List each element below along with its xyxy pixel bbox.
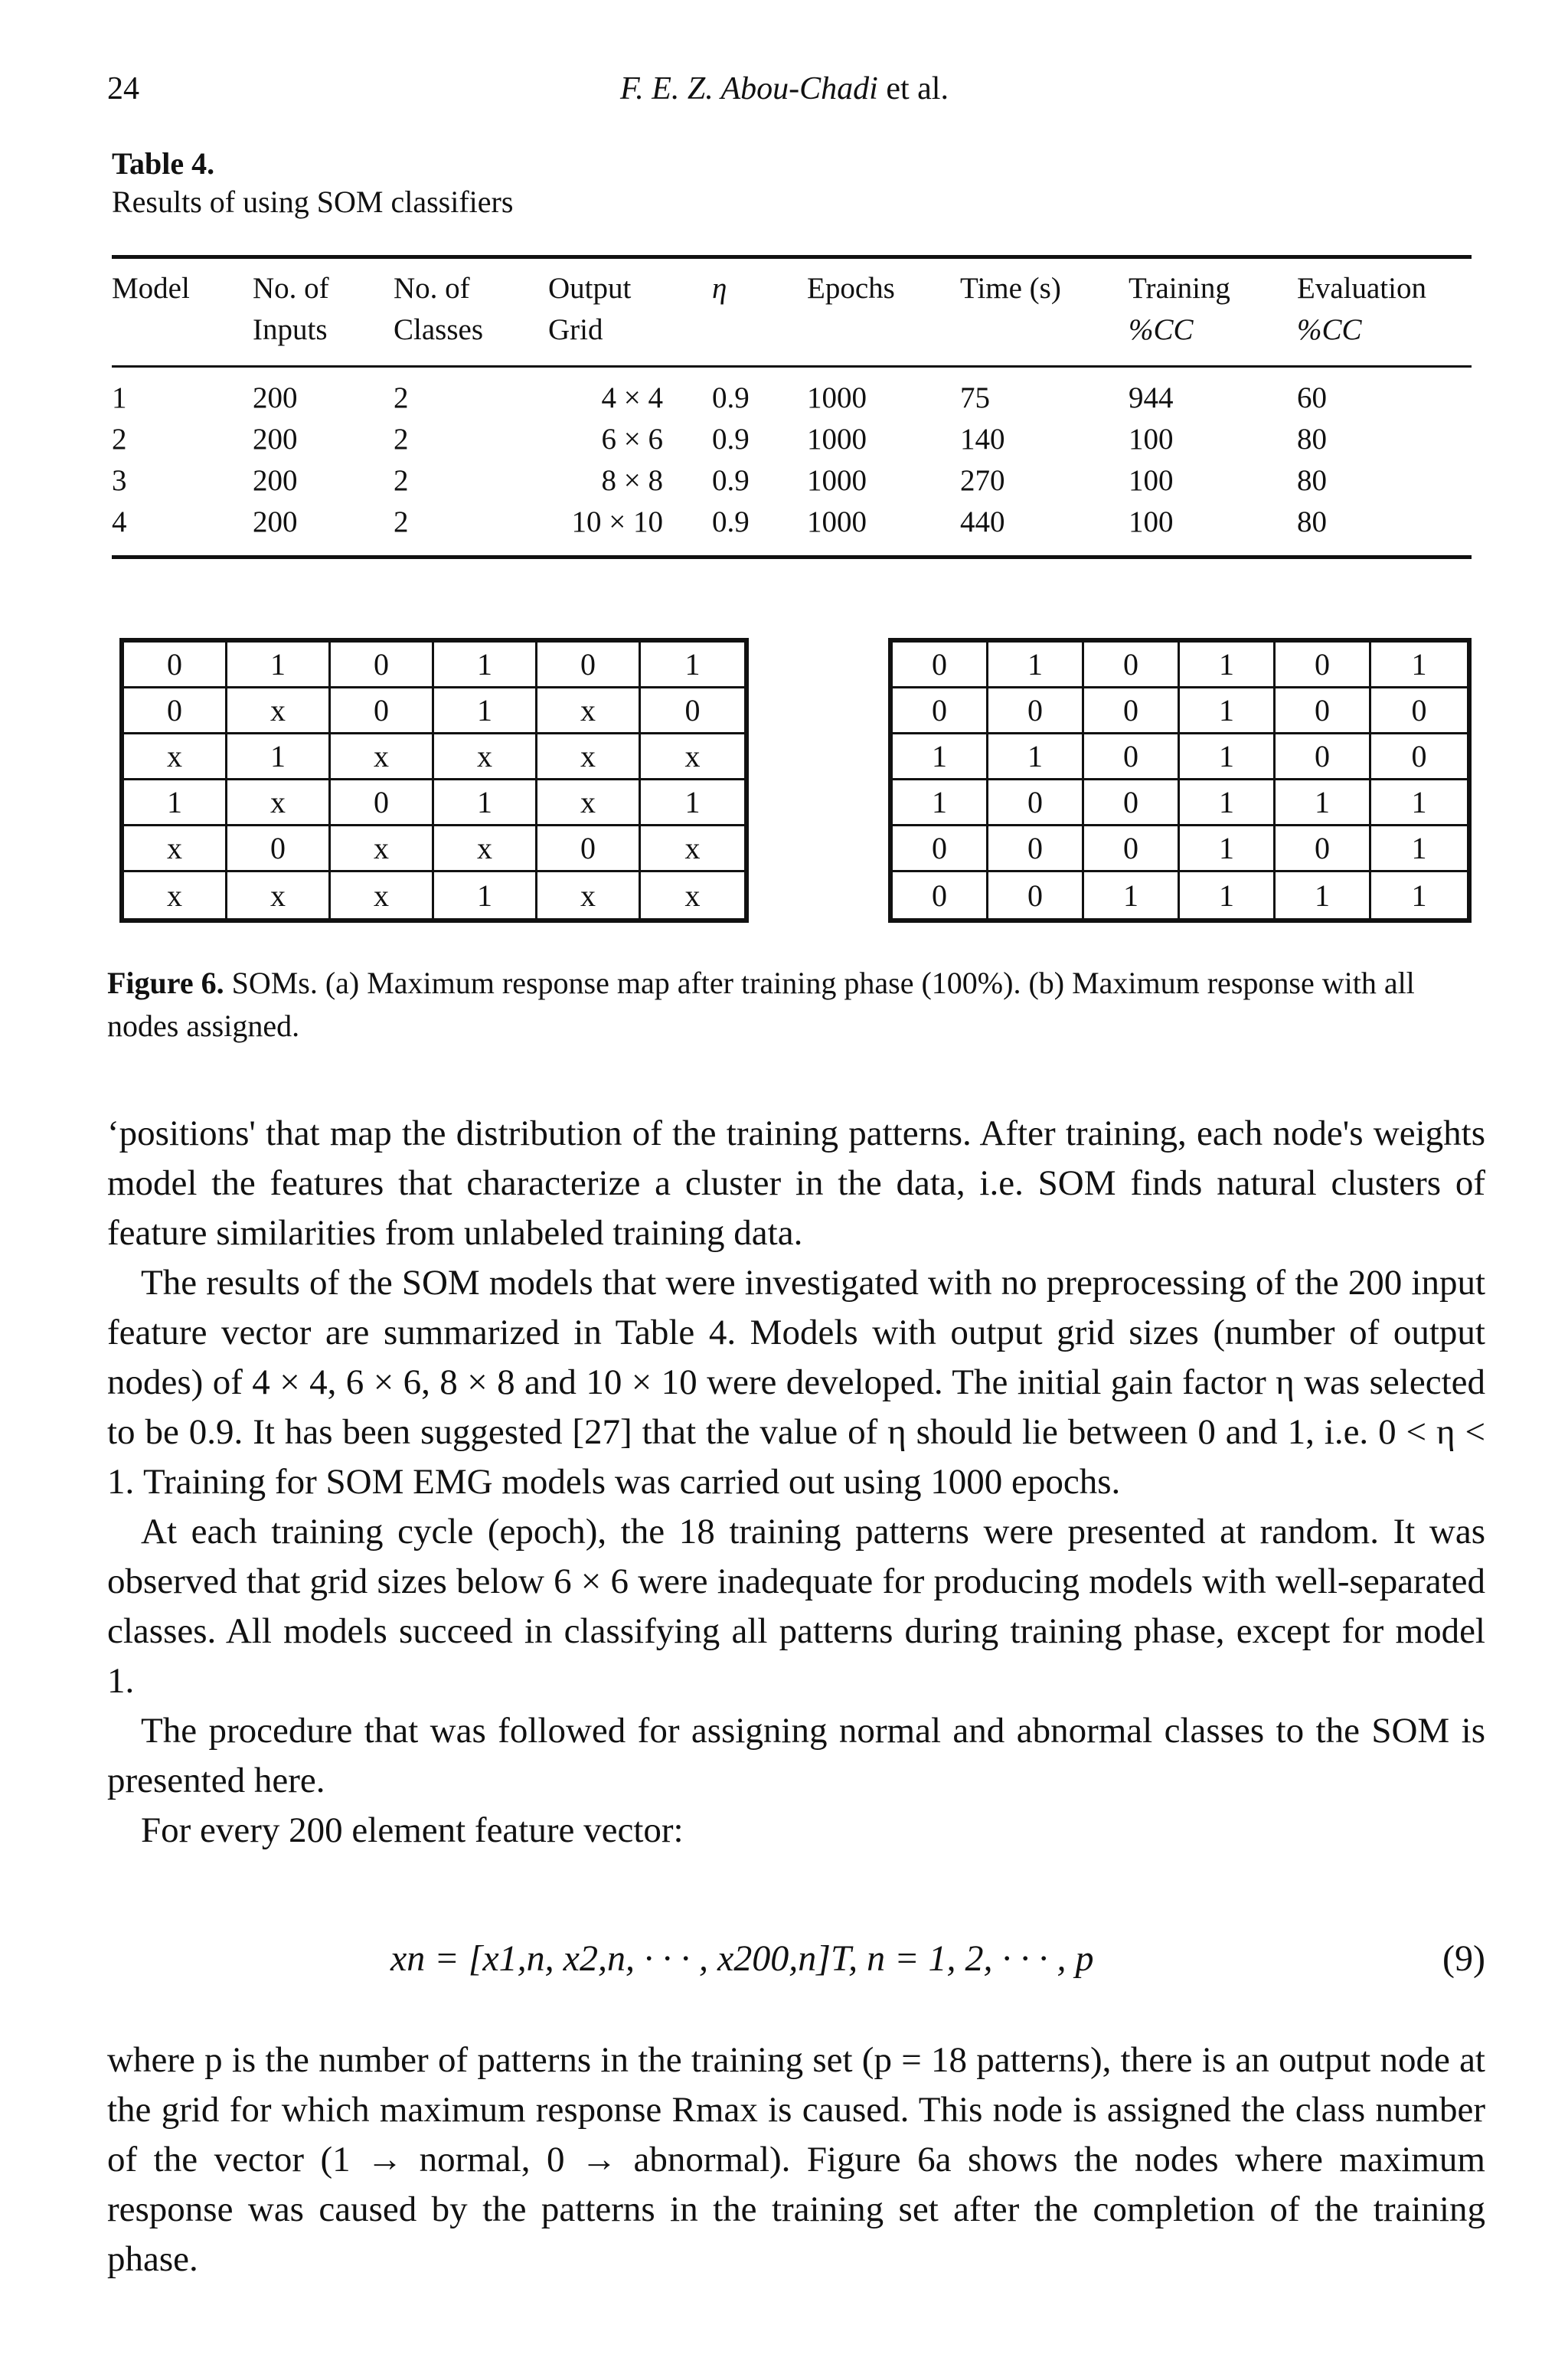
- som-node: 0: [537, 826, 641, 872]
- som-node: 1: [227, 643, 331, 688]
- author-names: F. E. Z. Abou-Chadi: [620, 71, 878, 106]
- som-node: 0: [988, 872, 1084, 918]
- running-header-authors: [620, 70, 949, 107]
- som-node: 0: [1084, 780, 1180, 826]
- paragraph: where p is the number of patterns in the training set (p = 18 patterns), there is an output node at the grid for which maximum response Rmax is caused. This node is assigned the class number of the vector (1 → normal, 0 → abnormal). Figure 6a shows the nodes where maximum response was caused by the patterns in the training set after the completion of the training phase.: [107, 2040, 1485, 2279]
- table-header-cell: Epochs: [807, 272, 895, 305]
- som-node: 0: [893, 826, 988, 872]
- table-caption: Results of using SOM classifiers: [112, 185, 514, 219]
- som-node: 0: [893, 643, 988, 688]
- paragraph: For every 200 element feature vector:: [141, 1810, 684, 1850]
- som-node: 0: [1084, 643, 1180, 688]
- body-text-upper: [107, 1109, 1485, 1856]
- som-node: x: [537, 872, 641, 918]
- som-node: x: [124, 872, 227, 918]
- table-header-cell: No. of Classes: [394, 272, 483, 346]
- som-node: 0: [988, 826, 1084, 872]
- som-node: 0: [1276, 734, 1371, 780]
- table-header-cell: Evaluation %CC: [1297, 272, 1426, 346]
- figure-caption: [107, 962, 1485, 1048]
- som-node: 1: [988, 734, 1084, 780]
- som-node: x: [124, 826, 227, 872]
- som-node: x: [331, 872, 434, 918]
- som-node: 0: [1276, 688, 1371, 734]
- som-node: 1: [227, 734, 331, 780]
- som-node: 1: [988, 643, 1084, 688]
- som-node: 0: [331, 643, 434, 688]
- som-node: 1: [1180, 688, 1276, 734]
- som-node: x: [227, 780, 331, 826]
- som-node: 0: [1084, 688, 1180, 734]
- som-map-a: [119, 638, 749, 923]
- som-node: 0: [1371, 734, 1467, 780]
- som-node: 0: [1276, 643, 1371, 688]
- som-node: x: [124, 734, 227, 780]
- som-node: 0: [331, 688, 434, 734]
- som-node: 0: [227, 826, 331, 872]
- som-node: 0: [893, 872, 988, 918]
- table-header-cell: Training %CC: [1129, 272, 1230, 346]
- table-header-cell: η: [712, 272, 727, 305]
- table-header-cell: No. of Inputs: [253, 272, 329, 346]
- paragraph: The results of the SOM models that were investigated with no preprocessing of the 200 input feature vector are summarized in Table 4. Models with output grid sizes (number of output nodes) of 4 × 4, 6 × 6, 8 × 8 and 10 × 10 were developed. The initial gain factor η was selected to be 0.9. It has been suggested [27] that the value of η should lie between 0 and 1, i.e. 0 < η < 1. Training for SOM EMG models was carried out using 1000 epochs.: [107, 1263, 1485, 1502]
- som-node: 0: [988, 780, 1084, 826]
- som-node: 0: [124, 643, 227, 688]
- som-node: 1: [1411, 878, 1427, 913]
- som-node: x: [537, 780, 641, 826]
- paragraph: The procedure that was followed for assigning normal and abnormal classes to the SOM is presented here.: [107, 1711, 1485, 1800]
- som-node: 1: [641, 780, 744, 826]
- som-node: 1: [1084, 872, 1180, 918]
- som-node: 0: [988, 688, 1084, 734]
- som-node: 1: [1180, 872, 1276, 918]
- table-label: Table 4.: [112, 146, 215, 181]
- som-node: 1: [1276, 780, 1371, 826]
- som-node: 1: [434, 643, 537, 688]
- som-node: 1: [434, 780, 537, 826]
- author-etal: et al.: [886, 71, 949, 106]
- som-node: 1: [1180, 780, 1276, 826]
- som-node: x: [641, 826, 744, 872]
- table-bottom-rule: [112, 555, 1472, 559]
- table-header-cell: Time (s): [960, 272, 1061, 305]
- som-node: 1: [893, 734, 988, 780]
- som-node: x: [537, 688, 641, 734]
- som-node: 0: [1084, 734, 1180, 780]
- som-node: 1: [1276, 872, 1371, 918]
- paragraph: ‘positions' that map the distribution of the training patterns. After training, each node's weights model the features that characterize a cluster in the data, i.e. SOM finds natural clusters of feature similarities from unlabeled training data.: [107, 1113, 1485, 1253]
- som-node: x: [537, 734, 641, 780]
- page-number: 24: [107, 71, 139, 106]
- table-header-cell: Model: [112, 272, 190, 305]
- som-node: 1: [434, 688, 537, 734]
- som-node: 1: [1180, 734, 1276, 780]
- som-node: x: [227, 688, 331, 734]
- som-node: 0: [893, 688, 988, 734]
- som-node: 1: [1371, 643, 1467, 688]
- som-node: 0: [1371, 688, 1467, 734]
- som-map-b: [888, 638, 1472, 923]
- som-node: x: [434, 734, 537, 780]
- som-node: 1: [1180, 826, 1276, 872]
- table-top-rule: [112, 255, 1472, 259]
- som-node: 1: [1371, 826, 1467, 872]
- som-node: 0: [1084, 826, 1180, 872]
- figure-label: Figure 6.: [107, 966, 224, 1000]
- table-header-rule: [112, 365, 1472, 368]
- paragraph: At each training cycle (epoch), the 18 training patterns were presented at random. It was observed that grid sizes below 6 × 6 were inadequate for producing models with well-separated classes. All models succeed in classifying all patterns during training phase, except for model 1.: [107, 1512, 1485, 1701]
- som-node: 0: [331, 780, 434, 826]
- som-node: 1: [1180, 643, 1276, 688]
- som-node: 1: [1371, 780, 1467, 826]
- som-node: 1: [641, 643, 744, 688]
- som-node: x: [331, 826, 434, 872]
- equation-9: [107, 1937, 1485, 1991]
- som-node: x: [684, 878, 701, 913]
- som-node: 1: [124, 780, 227, 826]
- equation-text: xn = [x1,n, x2,n, · · · , x200,n]T, n = 1, 2, · · · , p: [390, 1938, 1094, 1979]
- som-node: x: [227, 872, 331, 918]
- som-node: x: [331, 734, 434, 780]
- som-node: 0: [1276, 826, 1371, 872]
- som-node: 0: [641, 688, 744, 734]
- som-node: x: [434, 826, 537, 872]
- som-node: 0: [537, 643, 641, 688]
- som-node: 0: [124, 688, 227, 734]
- equation-number: (9): [1442, 1938, 1485, 1979]
- som-node: x: [641, 734, 744, 780]
- som-node: 1: [893, 780, 988, 826]
- table-header-cell: Output Grid: [548, 272, 632, 346]
- body-text-lower: [107, 2036, 1485, 2284]
- som-node: 1: [434, 872, 537, 918]
- figure-caption-text: SOMs. (a) Maximum response map after training phase (100%). (b) Maximum response with all nodes assigned.: [107, 966, 1415, 1043]
